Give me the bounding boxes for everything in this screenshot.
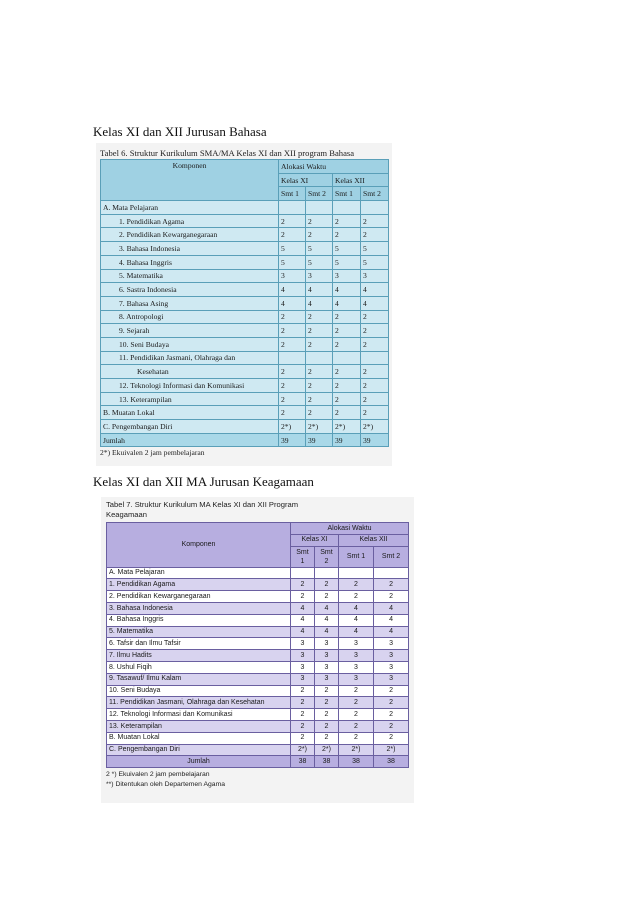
hours-value: 3 <box>291 650 315 662</box>
header-semester: Smt 1 <box>279 187 306 201</box>
subject-name: 5. Matematika <box>107 626 291 638</box>
hours-value: 2 <box>374 720 409 732</box>
hours-value: 5 <box>279 242 306 256</box>
hours-value: 2 <box>333 214 361 228</box>
header-kelas-xii: Kelas XII <box>339 534 409 546</box>
subject-name: 11. Pendidikan Jasmani, Olahraga dan <box>101 351 279 365</box>
hours-value: 2 <box>279 365 306 379</box>
table-cell <box>279 201 306 215</box>
subject-name: C. Pengembangan Diri <box>101 420 279 434</box>
hours-value: 2 <box>333 337 361 351</box>
hours-value: 2 <box>306 324 333 338</box>
section-label: A. Mata Pelajaran <box>101 201 279 215</box>
hours-value: 2 <box>306 365 333 379</box>
subject-name: 8. Antropologi <box>101 310 279 324</box>
hours-value: 2 <box>315 720 339 732</box>
hours-value: 3 <box>339 650 374 662</box>
table-row <box>107 709 409 721</box>
hours-value: 2 <box>279 228 306 242</box>
hours-value: 2 <box>333 365 361 379</box>
subject-name: 12. Teknologi Informasi dan Komunikasi <box>101 379 279 393</box>
hours-value: 2 <box>306 406 333 420</box>
hours-value: 2 <box>361 365 389 379</box>
table-row <box>101 351 389 365</box>
table-row <box>107 673 409 685</box>
hours-value: 2 <box>315 685 339 697</box>
header-smt-label: Smt <box>320 548 333 556</box>
hours-value: 2 <box>374 732 409 744</box>
hours-value: 2 <box>361 214 389 228</box>
subject-name: Jumlah <box>107 756 291 768</box>
table-cell <box>361 351 389 365</box>
hours-value: 2 <box>361 228 389 242</box>
table-row <box>101 324 389 338</box>
hours-value: 2 <box>306 379 333 393</box>
table-header-row <box>101 160 389 174</box>
table-row <box>101 365 389 379</box>
table-footnote-1: 2 *) Ekuivalen 2 jam pembelajaran <box>106 771 210 779</box>
subject-name: 4. Bahasa Inggris <box>101 255 279 269</box>
header-alokasi: Alokasi Waktu <box>291 523 409 535</box>
section-heading-bahasa: Kelas XI dan XII Jurusan Bahasa <box>93 124 267 139</box>
hours-value: 2 <box>279 392 306 406</box>
hours-value: 3 <box>339 661 374 673</box>
table-cell <box>374 567 409 579</box>
hours-value: 2 <box>279 406 306 420</box>
hours-value: 3 <box>339 673 374 685</box>
subject-name: 7. Ilmu Hadits <box>107 650 291 662</box>
table-cell <box>291 567 315 579</box>
header-alokasi: Alokasi Waktu <box>279 160 389 174</box>
table-caption: Tabel 6. Struktur Kurikulum SMA/MA Kelas XI dan XII program Bahasa <box>100 148 355 158</box>
hours-value: 4 <box>339 602 374 614</box>
header-semester: Smt 1 <box>339 546 374 567</box>
header-kelas-xi: Kelas XI <box>291 534 339 546</box>
table-row <box>101 228 389 242</box>
section-label: A. Mata Pelajaran <box>107 567 291 579</box>
table-row <box>107 756 409 768</box>
hours-value: 3 <box>374 638 409 650</box>
table-row <box>107 579 409 591</box>
table-row <box>107 744 409 756</box>
table-footnote-2: **) Ditentukan oleh Departemen Agama <box>106 781 226 789</box>
header-semester: Smt 2 <box>361 187 389 201</box>
hours-value: 2*) <box>361 420 389 434</box>
hours-value: 4 <box>315 614 339 626</box>
hours-value: 2 <box>291 732 315 744</box>
table-row <box>107 732 409 744</box>
hours-value: 2 <box>291 720 315 732</box>
hours-value: 5 <box>279 255 306 269</box>
hours-value: 2 <box>339 685 374 697</box>
table-row <box>101 269 389 283</box>
hours-value: 2 <box>374 709 409 721</box>
table-row <box>101 433 389 447</box>
hours-value: 2 <box>333 379 361 393</box>
hours-value: 5 <box>333 255 361 269</box>
table-row <box>101 310 389 324</box>
table-row <box>101 214 389 228</box>
subject-name: 4. Bahasa Inggris <box>107 614 291 626</box>
header-semester: Smt 1 <box>333 187 361 201</box>
table-cell <box>339 567 374 579</box>
hours-value: 2*) <box>315 744 339 756</box>
hours-value: 2 <box>361 379 389 393</box>
hours-value: 3 <box>361 269 389 283</box>
section-row <box>101 201 389 215</box>
table-cell <box>306 201 333 215</box>
hours-value: 4 <box>361 296 389 310</box>
subject-name: C. Pengembangan Diri <box>107 744 291 756</box>
hours-value: 4 <box>306 296 333 310</box>
hours-value: 2 <box>339 591 374 603</box>
subject-name: 13. Keterampilan <box>101 392 279 406</box>
hours-value: 2 <box>291 685 315 697</box>
table-cell <box>361 201 389 215</box>
hours-value: 2*) <box>306 420 333 434</box>
table-row <box>101 406 389 420</box>
subject-name: 6. Sastra Indonesia <box>101 283 279 297</box>
header-kelas-xii: Kelas XII <box>333 173 389 187</box>
hours-value: 2 <box>315 697 339 709</box>
hours-value: 4 <box>279 296 306 310</box>
table-footnote: 2*) Ekuivalen 2 jam pembelajaran <box>100 448 205 458</box>
hours-value: 3 <box>339 638 374 650</box>
subject-name: 12. Teknologi Informasi dan Komunikasi <box>107 709 291 721</box>
hours-value: 2*) <box>374 744 409 756</box>
hours-value: 3 <box>291 673 315 685</box>
hours-value: 4 <box>315 626 339 638</box>
table-caption-line2: Keagamaan <box>106 510 147 519</box>
subject-name: 1. Pendidikan Agama <box>101 214 279 228</box>
hours-value: 2 <box>306 392 333 406</box>
table-row <box>101 296 389 310</box>
hours-value: 4 <box>306 283 333 297</box>
hours-value: 2 <box>333 324 361 338</box>
hours-value: 2 <box>339 709 374 721</box>
table-header-row <box>107 523 409 535</box>
table-row <box>107 650 409 662</box>
header-komponen: Komponen <box>101 160 279 201</box>
hours-value: 2 <box>374 685 409 697</box>
table-cell <box>279 351 306 365</box>
subject-name-cont: Kesehatan <box>101 365 279 379</box>
hours-value: 5 <box>306 242 333 256</box>
hours-value: 2 <box>279 310 306 324</box>
hours-value: 2 <box>315 579 339 591</box>
table-row <box>107 661 409 673</box>
hours-value: 4 <box>279 283 306 297</box>
hours-value: 4 <box>374 614 409 626</box>
hours-value: 2 <box>291 697 315 709</box>
curriculum-table-bahasa-image <box>96 143 392 466</box>
curriculum-table <box>106 522 409 768</box>
table-row <box>107 614 409 626</box>
table-row <box>107 638 409 650</box>
table-cell <box>315 567 339 579</box>
header-semester: Smt 2 <box>306 187 333 201</box>
hours-value: 4 <box>333 283 361 297</box>
header-smt-number: 2 <box>324 557 329 565</box>
hours-value: 2*) <box>339 744 374 756</box>
curriculum-table <box>100 159 389 447</box>
hours-value: 2 <box>339 579 374 591</box>
subject-name: 2. Pendidikan Kewarganegaraan <box>107 591 291 603</box>
subject-name: 11. Pendidikan Jasmani, Olahraga dan Kesehatan <box>107 697 291 709</box>
hours-value: 2 <box>306 228 333 242</box>
hours-value: 4 <box>339 614 374 626</box>
subject-name: 13. Keterampilan <box>107 720 291 732</box>
subject-name: B. Muatan Lokal <box>101 406 279 420</box>
hours-value: 3 <box>374 661 409 673</box>
hours-value: 38 <box>339 756 374 768</box>
table-row <box>107 720 409 732</box>
hours-value: 4 <box>374 626 409 638</box>
subject-name: Jumlah <box>101 433 279 447</box>
curriculum-table-keagamaan-image <box>101 497 414 803</box>
table-row <box>101 283 389 297</box>
hours-value: 2 <box>291 591 315 603</box>
hours-value: 2 <box>374 579 409 591</box>
subject-name: 10. Seni Budaya <box>107 685 291 697</box>
hours-value: 4 <box>291 626 315 638</box>
hours-value: 2 <box>361 392 389 406</box>
section-row <box>107 567 409 579</box>
hours-value: 4 <box>361 283 389 297</box>
hours-value: 39 <box>333 433 361 447</box>
table-row <box>101 255 389 269</box>
hours-value: 5 <box>333 242 361 256</box>
table-row <box>101 379 389 393</box>
hours-value: 2 <box>291 709 315 721</box>
hours-value: 2 <box>315 709 339 721</box>
hours-value: 2 <box>279 324 306 338</box>
hours-value: 4 <box>374 602 409 614</box>
table-cell <box>306 351 333 365</box>
hours-value: 2 <box>306 337 333 351</box>
hours-value: 4 <box>333 296 361 310</box>
header-semester <box>291 546 315 567</box>
hours-value: 2 <box>279 214 306 228</box>
hours-value: 2 <box>333 228 361 242</box>
hours-value: 4 <box>291 602 315 614</box>
subject-name: 5. Matematika <box>101 269 279 283</box>
subject-name: 8. Ushul Fiqih <box>107 661 291 673</box>
subject-name: B. Muatan Lokal <box>107 732 291 744</box>
hours-value: 2 <box>315 732 339 744</box>
hours-value: 2 <box>374 591 409 603</box>
header-semester <box>315 546 339 567</box>
table-row <box>101 392 389 406</box>
table-row <box>107 697 409 709</box>
hours-value: 2 <box>361 406 389 420</box>
subject-name: 1. Pendidikan Agama <box>107 579 291 591</box>
hours-value: 4 <box>315 602 339 614</box>
hours-value: 3 <box>315 661 339 673</box>
hours-value: 5 <box>306 255 333 269</box>
table-row <box>101 242 389 256</box>
hours-value: 3 <box>333 269 361 283</box>
table-row <box>107 591 409 603</box>
header-kelas-xi: Kelas XI <box>279 173 333 187</box>
hours-value: 39 <box>306 433 333 447</box>
subject-name: 3. Bahasa Indonesia <box>101 242 279 256</box>
subject-name: 6. Tafsir dan Ilmu Tafsir <box>107 638 291 650</box>
hours-value: 2 <box>315 591 339 603</box>
header-smt-number: 1 <box>300 557 305 565</box>
hours-value: 2 <box>306 214 333 228</box>
hours-value: 2 <box>361 324 389 338</box>
hours-value: 2*) <box>279 420 306 434</box>
hours-value: 2 <box>291 579 315 591</box>
table-row <box>101 420 389 434</box>
hours-value: 3 <box>315 673 339 685</box>
hours-value: 2 <box>333 406 361 420</box>
table-row <box>101 337 389 351</box>
hours-value: 2 <box>361 337 389 351</box>
hours-value: 38 <box>291 756 315 768</box>
hours-value: 3 <box>291 661 315 673</box>
hours-value: 2 <box>279 379 306 393</box>
subject-name: 9. Tasawuf/ Ilmu Kalam <box>107 673 291 685</box>
hours-value: 4 <box>291 614 315 626</box>
hours-value: 38 <box>374 756 409 768</box>
table-caption-line1: Tabel 7. Struktur Kurikulum MA Kelas XI dan XII Program <box>106 500 299 509</box>
hours-value: 3 <box>315 650 339 662</box>
hours-value: 2 <box>361 310 389 324</box>
table-row <box>107 626 409 638</box>
table-row <box>107 602 409 614</box>
hours-value: 2 <box>279 337 306 351</box>
subject-name: 9. Sejarah <box>101 324 279 338</box>
hours-value: 5 <box>361 242 389 256</box>
hours-value: 2 <box>306 310 333 324</box>
hours-value: 38 <box>315 756 339 768</box>
table-cell <box>333 351 361 365</box>
hours-value: 3 <box>315 638 339 650</box>
hours-value: 2*) <box>333 420 361 434</box>
subject-name: 7. Bahasa Asing <box>101 296 279 310</box>
header-smt-label: Smt <box>296 548 309 556</box>
table-row <box>107 685 409 697</box>
hours-value: 3 <box>374 650 409 662</box>
hours-value: 2 <box>339 720 374 732</box>
hours-value: 4 <box>339 626 374 638</box>
hours-value: 39 <box>361 433 389 447</box>
hours-value: 2 <box>339 732 374 744</box>
header-komponen: Komponen <box>107 523 291 568</box>
hours-value: 3 <box>291 638 315 650</box>
table-cell <box>333 201 361 215</box>
hours-value: 2 <box>333 310 361 324</box>
subject-name: 2. Pendidikan Kewarganegaraan <box>101 228 279 242</box>
hours-value: 2 <box>339 697 374 709</box>
hours-value: 2*) <box>291 744 315 756</box>
hours-value: 3 <box>306 269 333 283</box>
section-heading-keagamaan: Kelas XI dan XII MA Jurusan Keagamaan <box>93 474 314 489</box>
hours-value: 2 <box>374 697 409 709</box>
subject-name: 3. Bahasa Indonesia <box>107 602 291 614</box>
hours-value: 5 <box>361 255 389 269</box>
subject-name: 10. Seni Budaya <box>101 337 279 351</box>
hours-value: 2 <box>333 392 361 406</box>
hours-value: 39 <box>279 433 306 447</box>
hours-value: 3 <box>279 269 306 283</box>
header-semester: Smt 2 <box>374 546 409 567</box>
hours-value: 3 <box>374 673 409 685</box>
